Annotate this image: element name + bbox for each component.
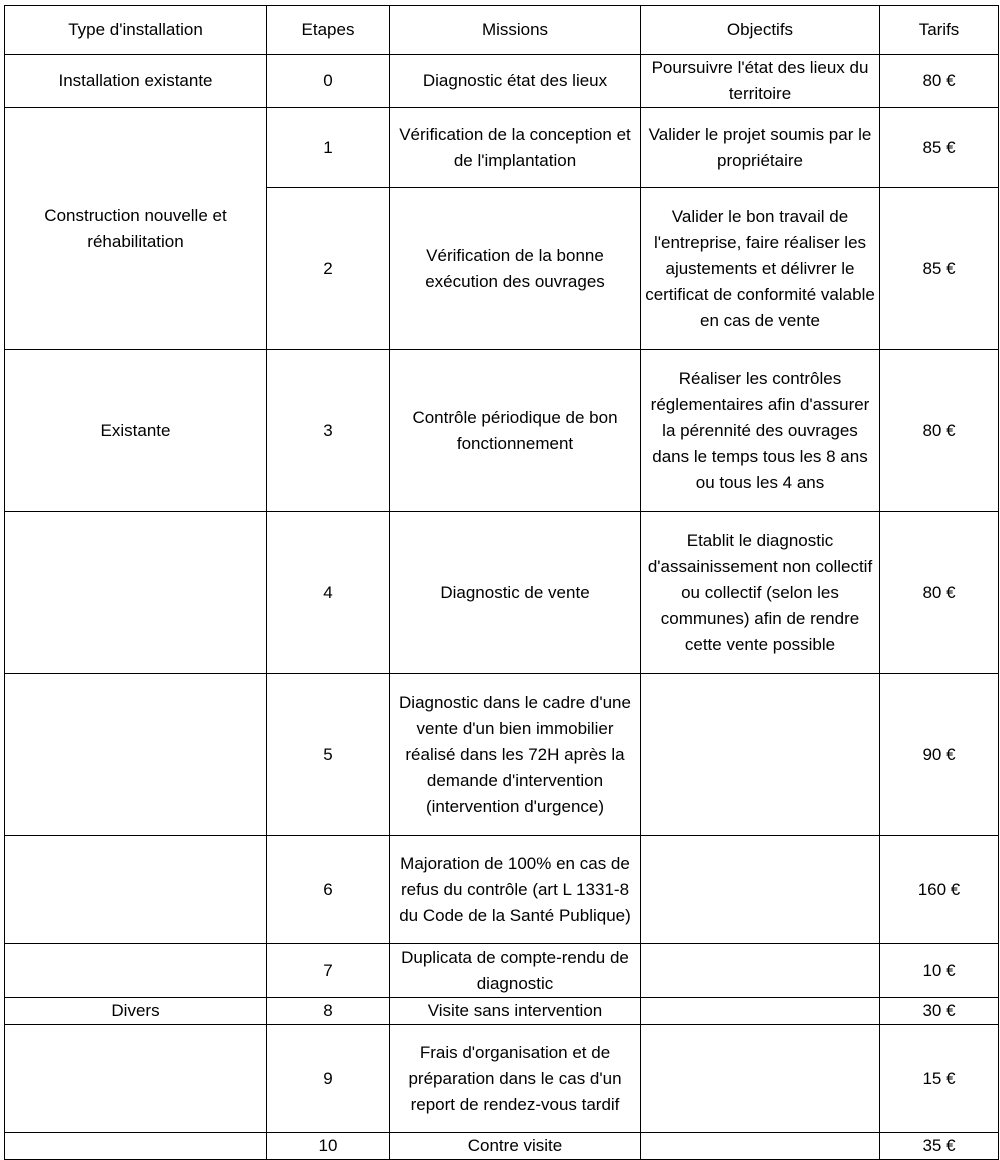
type-cell: Existante [5, 350, 267, 512]
mission-cell: Duplicata de compte-rendu de diagnostic [390, 944, 641, 998]
tarif-cell: 35 € [880, 1133, 999, 1160]
type-cell [5, 1133, 267, 1160]
mission-cell: Diagnostic dans le cadre d'une vente d'un bien immobilier réalisé dans les 72H après la demande d'intervention (intervention d'urgence) [390, 674, 641, 836]
etape-cell: 5 [267, 674, 390, 836]
mission-cell: Frais d'organisation et de préparation dans le cas d'un report de rendez-vous tardif [390, 1025, 641, 1133]
tarif-cell: 30 € [880, 998, 999, 1025]
mission-cell: Diagnostic état des lieux [390, 55, 641, 108]
mission-cell: Vérification de la bonne exécution des ouvrages [390, 188, 641, 350]
objectif-cell [641, 836, 880, 944]
tarifs-table [4, 5, 999, 1160]
table-header-row [5, 6, 999, 55]
tarif-cell: 80 € [880, 512, 999, 674]
table-row [5, 1133, 999, 1160]
etape-cell: 10 [267, 1133, 390, 1160]
type-cell [5, 944, 267, 998]
etape-cell: 7 [267, 944, 390, 998]
mission-cell: Majoration de 100% en cas de refus du contrôle (art L 1331-8 du Code de la Santé Publique) [390, 836, 641, 944]
mission-cell: Visite sans intervention [390, 998, 641, 1025]
table-row [5, 108, 999, 188]
type-cell [5, 674, 267, 836]
etape-cell: 0 [267, 55, 390, 108]
type-cell: Divers [5, 998, 267, 1025]
etape-cell: 2 [267, 188, 390, 350]
objectif-cell: Valider le bon travail de l'entreprise, faire réaliser les ajustements et délivrer le certificat de conformité valable en cas de vente [641, 188, 880, 350]
tarif-cell: 85 € [880, 188, 999, 350]
tarif-cell: 80 € [880, 350, 999, 512]
etape-cell: 3 [267, 350, 390, 512]
type-cell: Installation existante [5, 55, 267, 108]
tarif-cell: 15 € [880, 1025, 999, 1133]
type-cell [5, 512, 267, 674]
header-objectifs: Objectifs [641, 6, 880, 55]
objectif-cell: Valider le projet soumis par le propriétaire [641, 108, 880, 188]
table-row [5, 998, 999, 1025]
table-row [5, 55, 999, 108]
type-cell [5, 836, 267, 944]
mission-cell: Diagnostic de vente [390, 512, 641, 674]
etape-cell: 9 [267, 1025, 390, 1133]
header-etapes: Etapes [267, 6, 390, 55]
objectif-cell [641, 674, 880, 836]
tarif-cell: 10 € [880, 944, 999, 998]
objectif-cell [641, 1133, 880, 1160]
objectif-cell [641, 944, 880, 998]
header-type-installation: Type d'installation [5, 6, 267, 55]
etape-cell: 8 [267, 998, 390, 1025]
mission-cell: Vérification de la conception et de l'implantation [390, 108, 641, 188]
objectif-cell: Réaliser les contrôles réglementaires afin d'assurer la pérennité des ouvrages dans le temps tous les 8 ans ou tous les 4 ans [641, 350, 880, 512]
table-row [5, 944, 999, 998]
objectif-cell: Etablit le diagnostic d'assainissement non collectif ou collectif (selon les communes) afin de rendre cette vente possible [641, 512, 880, 674]
table-row [5, 512, 999, 674]
table-row [5, 674, 999, 836]
mission-cell: Contrôle périodique de bon fonctionnement [390, 350, 641, 512]
tarif-cell: 80 € [880, 55, 999, 108]
tarif-cell: 160 € [880, 836, 999, 944]
header-missions: Missions [390, 6, 641, 55]
type-cell [5, 1025, 267, 1133]
table-row [5, 350, 999, 512]
objectif-cell [641, 998, 880, 1025]
objectif-cell [641, 1025, 880, 1133]
type-cell: Construction nouvelle et réhabilitation [5, 108, 267, 350]
mission-cell: Contre visite [390, 1133, 641, 1160]
table-row [5, 1025, 999, 1133]
header-tarifs: Tarifs [880, 6, 999, 55]
etape-cell: 4 [267, 512, 390, 674]
etape-cell: 1 [267, 108, 390, 188]
tarif-cell: 90 € [880, 674, 999, 836]
table-row [5, 836, 999, 944]
tarif-cell: 85 € [880, 108, 999, 188]
objectif-cell: Poursuivre l'état des lieux du territoire [641, 55, 880, 108]
etape-cell: 6 [267, 836, 390, 944]
